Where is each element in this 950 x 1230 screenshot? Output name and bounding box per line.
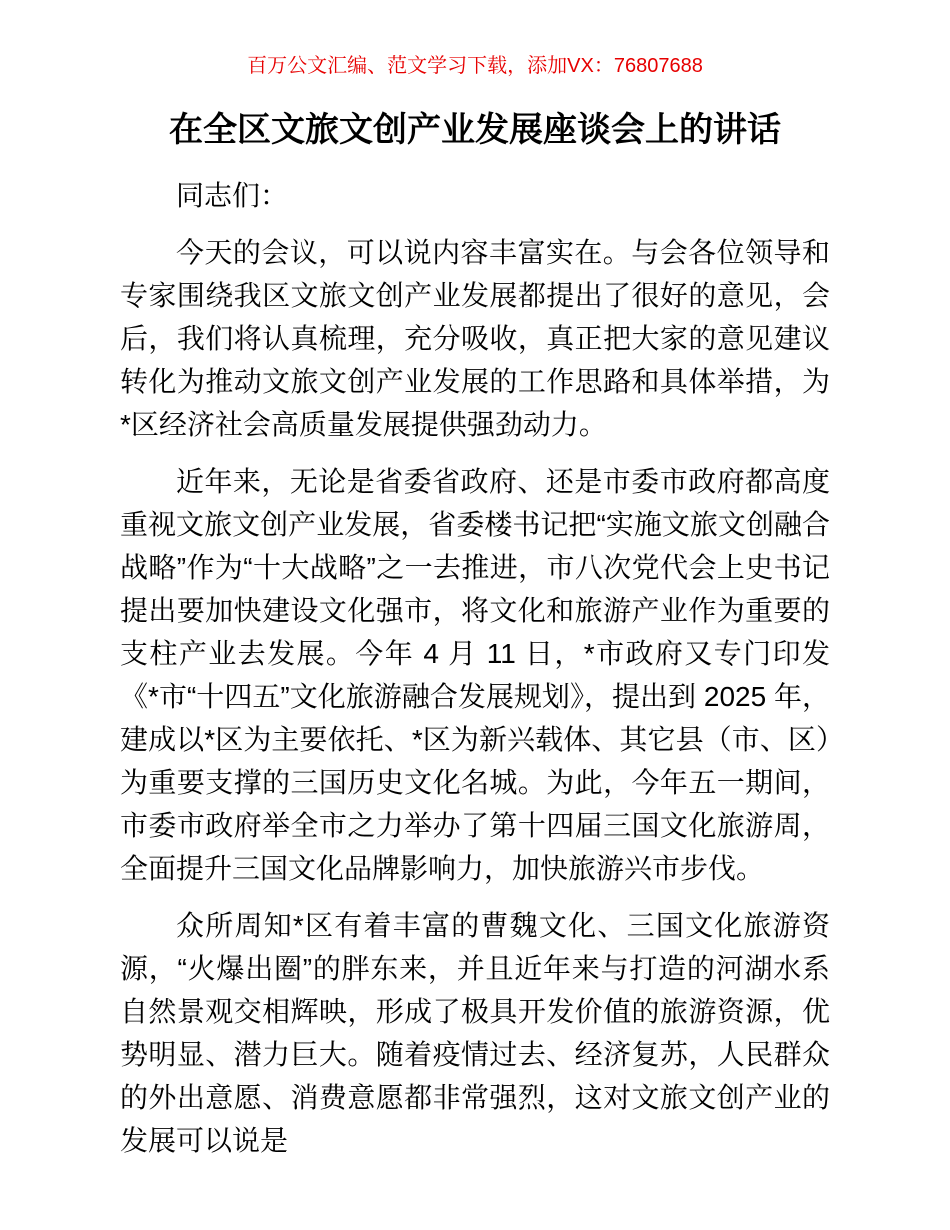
document-body — [120, 174, 830, 1162]
watermark-notice: 百万公文汇编、范文学习下载，添加VX：76807688 — [247, 55, 703, 77]
document-title: 在全区文旅文创产业发展座谈会上的讲话 — [169, 111, 781, 149]
paragraph-2: 近年来，无论是省委省政府、还是市委市政府都高度重视文旅文创产业发展，省委楼书记把“实施文旅文创融合战略”作为“十大战略”之一去推进，市八次党代会上史书记提出要加快建设文化强市，将文化和旅游产业作为重要的支柱产业去发展。今年 4 月 11 日，*市政府又专门印发《*市“十四五”文化旅游融合发展规划》，提出到 2025 年，建成以*区为主要依托、*区为新兴载体、其它县（市、区）为重要支撑的三国历史文化名城。为此，今年五一期间，市委市政府举全市之力举办了第十四届三国文化旅游周，全面提升三国文化品牌影响力，加快旅游兴市步伐。 — [120, 466, 830, 884]
paragraph-1: 今天的会议，可以说内容丰富实在。与会各位领导和专家围绕我区文旅文创产业发展都提出了很好的意见，会后，我们将认真梳理，充分吸收，真正把大家的意见建议转化为推动文旅文创产业发展的工作思路和具体举措，为*区经济社会高质量发展提供强劲动力。 — [120, 237, 830, 440]
salutation: 同志们： — [176, 180, 289, 211]
paragraph-3: 众所周知*区有着丰富的曹魏文化、三国文化旅游资源，“火爆出圈”的胖东来，并且近年来与打造的河湖水系自然景观交相辉映，形成了极具开发价值的旅游资源，优势明显、潜力巨大。随着疫情过去、经济复苏，人民群众的外出意愿、消费意愿都非常强烈，这对文旅文创产业的发展可以说是 — [120, 910, 830, 1156]
